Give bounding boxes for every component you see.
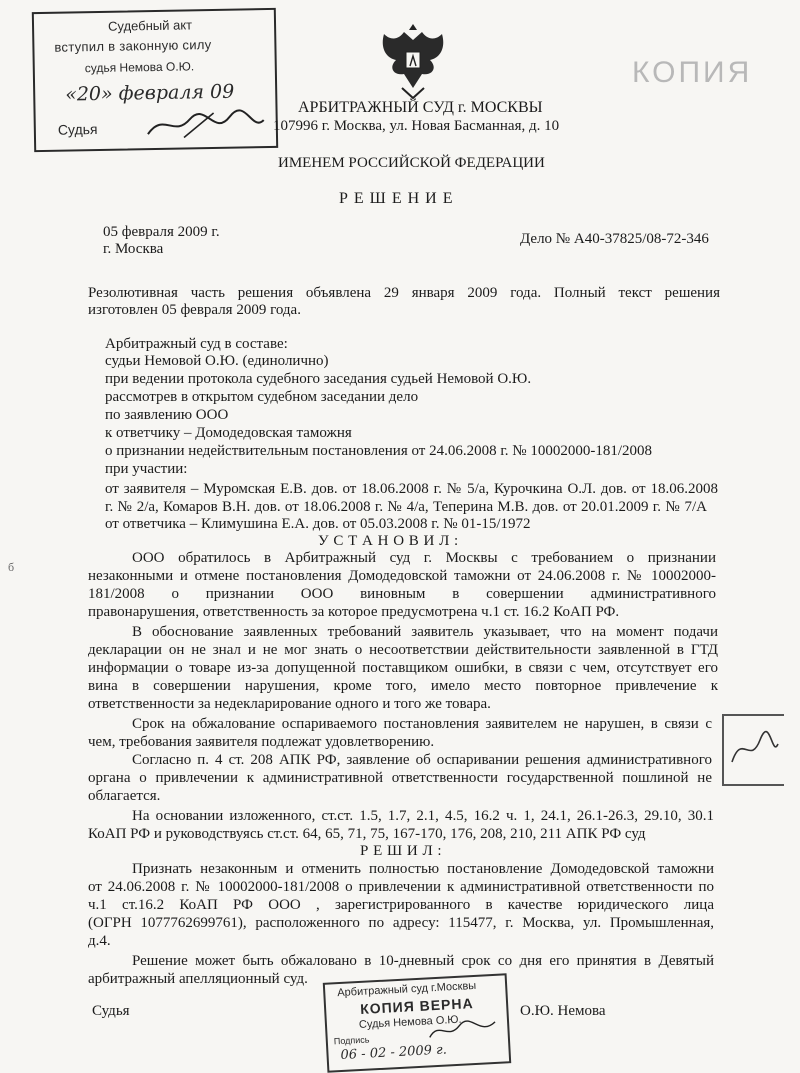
established-line: чем, требования заявителя подлежат удовлетворению. — [88, 734, 435, 750]
certified-stamp-sig-label: Подпись — [333, 1034, 370, 1047]
established-line: КоАП РФ и руководствуясь ст.ст. 64, 65, 71, 75, 167-170, 176, 208, 210, 211 АПК РФ суд — [88, 826, 646, 842]
stamp-judge-label: Судья — [57, 121, 98, 138]
established-line: информации о товаре из-за допущенной поставщиком ошибки, в связи с чем, отсутствует его — [88, 660, 718, 676]
composition-line: рассмотрев в открытом судебном заседании дело — [105, 389, 419, 405]
established-line: вина в совершении нарушения, кроме того, имело место повторное привлечение к — [88, 678, 718, 694]
established-line: органа о привлечении к административной ответственности государственной пошлиной не — [88, 770, 712, 786]
stamp-line-2: вступил в законную силу — [54, 37, 212, 55]
case-number: Дело № А40-37825/08-72-346 — [520, 231, 709, 247]
decided-line: д.4. — [88, 933, 111, 949]
court-address: 107996 г. Москва, ул. Новая Басманная, д. 10 — [273, 118, 560, 134]
certified-stamp-line-3: Судья Немова О.Ю. — [358, 1013, 462, 1032]
certified-stamp-line-2: КОПИЯ ВЕРНА — [359, 995, 474, 1017]
composition-line: при участии: — [105, 461, 188, 477]
entry-into-force-stamp — [32, 8, 278, 152]
decided-line: (ОГРН 1077762699761), расположенного по адресу: 115477, г. Москва, ул. Промышленная, — [88, 915, 714, 931]
participant-line: от заявителя – Муромская Е.В. дов. от 18.06.2008 г. № 5/а, Курочкина О.Л. дов. от 18.06.2008 — [105, 481, 718, 497]
decided-line: арбитражный апелляционный суд. — [88, 971, 308, 987]
certified-copy-stamp — [323, 973, 511, 1073]
stamp-line-1: Судебный акт — [107, 17, 193, 34]
margin-mark: б — [8, 560, 15, 574]
copy-mark: КОПИЯ — [632, 56, 753, 89]
stamp-line-3: судья Немова О.Ю. — [84, 59, 195, 76]
document-title: Р Е Ш Е Н И Е — [339, 190, 454, 207]
composition-line: о признании недействительным постановления от 24.06.2008 г. № 10002000-181/2008 — [105, 443, 653, 459]
composition-line: Арбитражный суд в составе: — [105, 336, 288, 352]
established-line: правонарушения, ответственность за которое предусмотрена ч.1 ст. 16.2 КоАП РФ. — [88, 604, 620, 620]
announce-line-1: Резолютивная часть решения объявлена 29 января 2009 года. Полный текст решения — [88, 285, 720, 301]
participant-line: от ответчика – Климушина Е.А. дов. от 05.03.2008 г. № 01-15/1972 — [105, 516, 531, 532]
coat-of-arms-icon — [378, 18, 448, 100]
decided-line: Признать незаконным и отменить полностью постановление Домодедовской таможни — [132, 861, 714, 877]
announce-line-2: изготовлен 05 февраля 2009 года. — [88, 302, 301, 318]
judge-name: О.Ю. Немова — [520, 1003, 606, 1019]
margin-stamp-fragment — [722, 714, 784, 786]
decided-line: от 24.06.2008 г. № 10002000-181/2008 о привлечении к административной ответственности по — [88, 879, 714, 895]
document-heading: ИМЕНЕМ РОССИЙСКОЙ ФЕДЕРАЦИИ — [278, 155, 545, 171]
decision-city: г. Москва — [103, 241, 164, 257]
stamp-date: «20» февраля 09 — [65, 80, 235, 106]
decision-date: 05 февраля 2009 г. — [103, 224, 220, 240]
court-name: АРБИТРАЖНЫЙ СУД г. МОСКВЫ — [298, 99, 543, 116]
established-line: Срок на обжалование оспариваемого постановления заявителем не нарушен, в связи с — [132, 716, 712, 732]
margin-signature-icon — [728, 722, 780, 778]
certified-stamp-date: 06 - 02 - 2009 г. — [340, 1042, 448, 1064]
certified-signature-icon — [427, 1016, 498, 1044]
established-line: 181/2008 о признании ООО виновным в совершении административного — [88, 586, 716, 602]
composition-line: по заявлению ООО — [105, 407, 229, 423]
judge-signature-icon — [143, 106, 268, 144]
composition-line: судьи Немовой О.Ю. (единолично) — [105, 353, 329, 369]
established-title: У С Т А Н О В И Л : — [318, 533, 459, 549]
established-line: ООО обратилось в Арбитражный суд г. Москвы с требованием о признании — [132, 550, 716, 566]
decided-line: ч.1 ст.16.2 КоАП РФ ООО , зарегистрированного в качестве юридического лица — [88, 897, 714, 913]
established-line: В обоснование заявленных требований заявитель указывает, что на момент подачи — [132, 624, 718, 640]
decided-title: Р Е Ш И Л : — [360, 843, 443, 859]
judge-label: Судья — [92, 1003, 130, 1019]
participant-line: г. № 2/а, Комаров В.Н. дов. от 18.06.2008 г. № 4/а, Теперина М.В. дов. от 20.01.2009 г. № 7/А — [105, 499, 707, 515]
decided-line: Решение может быть обжаловано в 10-дневный срок со дня его принятия в Девятый — [132, 953, 714, 969]
certified-stamp-line-1: Арбитражный суд г.Москвы — [337, 979, 477, 1000]
established-line: декларации он не знал и не мог знать о несоответствии действительности заявленной в ГТД — [88, 642, 718, 658]
established-line: Согласно п. 4 ст. 208 АПК РФ, заявление об оспаривании решения административного — [132, 752, 712, 768]
established-line: ответственности за недекларирование одного и того же товара. — [88, 696, 491, 712]
composition-line: к ответчику – Домодедовская таможня — [105, 425, 352, 441]
established-line: На основании изложенного, ст.ст. 1.5, 1.7, 2.1, 4.5, 16.2 ч. 1, 24.1, 26.1-26.3, 29.10, 30.1 — [132, 808, 714, 824]
established-line: облагается. — [88, 788, 161, 804]
established-line: незаконными и отмене постановления Домодедовской таможни от 24.06.2008 г. № 10002000- — [88, 568, 716, 584]
composition-line: при ведении протокола судебного заседания судьей Немовой О.Ю. — [105, 371, 532, 387]
